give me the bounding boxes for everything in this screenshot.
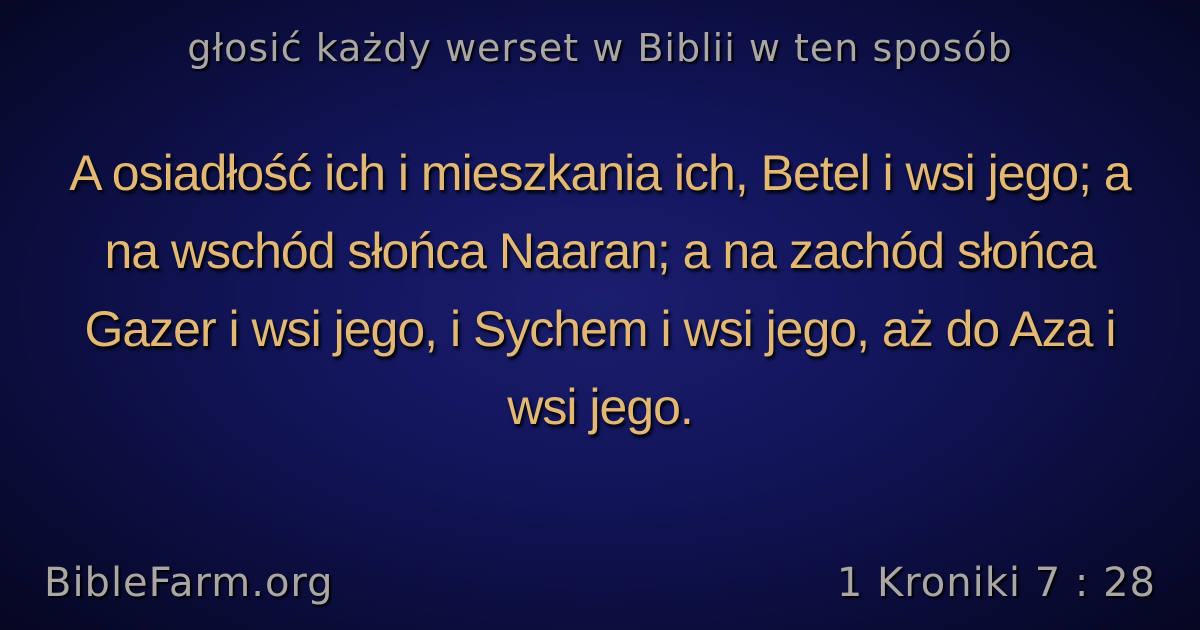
site-name: BibleFarm.org xyxy=(44,560,334,606)
tagline: głosić każdy werset w Biblii w ten sposób xyxy=(187,26,1013,70)
verse-reference: 1 Kroniki 7 : 28 xyxy=(836,560,1156,606)
verse-text: A osiadłość ich i mieszkania ich, Betel i wsi jego; a na wschód słońca Naaran; a na zachód słońca Gazer i wsi jego, i Sychem i wsi jego, aż do Aza i wsi jego. xyxy=(69,145,1131,435)
